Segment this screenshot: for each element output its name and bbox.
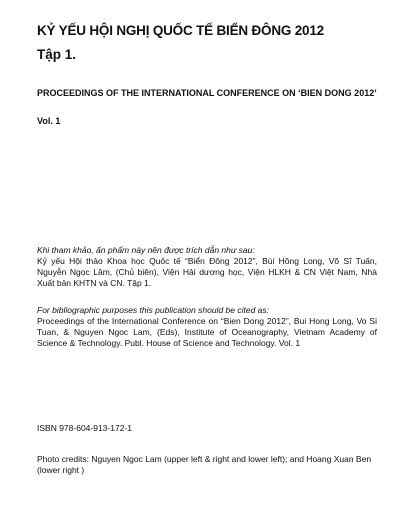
citation-vietnamese xyxy=(37,245,377,289)
citation-english-intro: For bibliographic purposes this publication should be cited as: xyxy=(37,305,269,315)
citation-english xyxy=(37,305,377,349)
citation-english-text: Proceedings of the International Conference on “Bien Dong 2012”, Bui Hong Long, Vo Si Tuan, & Nguyen Ngoc Lam, (Eds), Institute of Oceanography, Vietnam Academy of Science & Technology. Publ. House of Science and Technology. Vol. 1 xyxy=(37,316,377,348)
citation-vietnamese-text: Kỷ yếu Hội thảo Khoa học Quốc tế “Biển Đông 2012”, Bùi Hồng Long, Võ Sĩ Tuấn, Nguyễn Ngọc Lâm, (Chủ biên), Viện Hải dương học, Viện HLKH & CN Việt Nam, Nhà Xuất bản KHTN và CN. Tập 1. xyxy=(37,256,377,288)
english-title: PROCEEDINGS OF THE INTERNATIONAL CONFERENCE ON ‘BIEN DONG 2012’ xyxy=(37,88,377,98)
document-title: KỶ YẾU HỘI NGHỊ QUỐC TẾ BIỂN ĐÔNG 2012 xyxy=(37,23,324,38)
isbn-number: ISBN 978-604-913-172-1 xyxy=(37,423,132,433)
english-volume-label: Vol. 1 xyxy=(37,116,61,126)
photo-credits: Photo credits: Nguyen Ngoc Lam (upper left & right and lower left); and Hoang Xuan Ben (lower right ) xyxy=(37,454,372,475)
citation-vietnamese-intro: Khi tham khảo, ấn phẩm này nên được trích dẫn như sau: xyxy=(37,245,255,255)
volume-label: Tập 1. xyxy=(37,47,77,62)
